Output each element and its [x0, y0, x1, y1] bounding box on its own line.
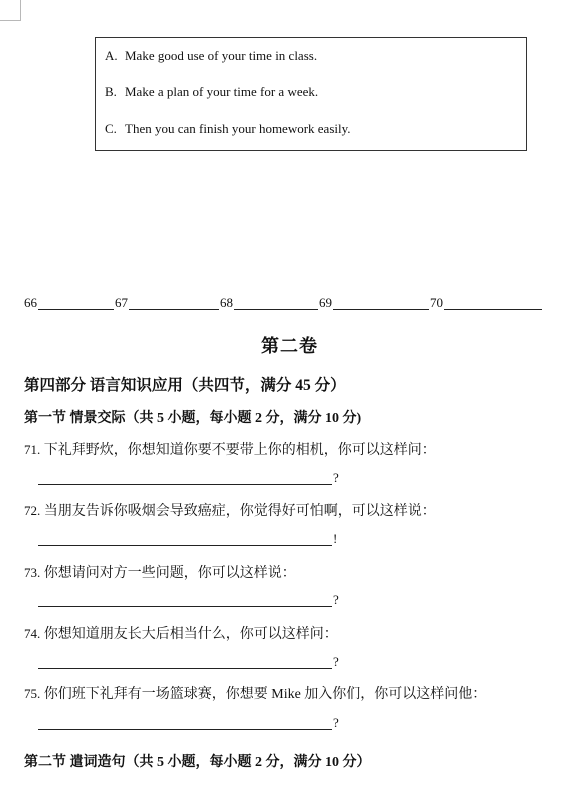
part-title: 第四部分 语言知识应用（共四节，满分 45 分）	[24, 377, 346, 394]
answer-line-74[interactable]	[38, 668, 332, 669]
option-text: Then you can finish your homework easily.	[125, 121, 351, 136]
question-73	[24, 562, 296, 582]
question-number: 73.	[24, 565, 41, 580]
option-text: Make a plan of your time for a week.	[125, 84, 319, 99]
answer-row	[24, 293, 544, 313]
option-letter: C.	[105, 121, 117, 136]
question-text: 下礼拜野炊，你想知道你要不要带上你的相机，你可以这样问：	[43, 443, 436, 458]
option-b	[105, 84, 318, 100]
answer-line-72[interactable]	[38, 545, 332, 546]
option-a	[105, 48, 317, 64]
section-2-title: 第二节 遣词造句（共 5 小题，每小题 2 分，满分 10 分）	[24, 755, 371, 770]
question-text: 你想请问对方一些问题，你可以这样说：	[43, 566, 296, 581]
answer-number-66: 66	[24, 295, 37, 310]
question-text: 你们班下礼拜有一场篮球赛，你想要 Mike 加入你们，你可以这样问他：	[43, 687, 487, 702]
end-punctuation: ?	[333, 654, 339, 669]
end-punctuation: ?	[333, 592, 339, 607]
option-c	[105, 121, 351, 137]
answer-blank-68[interactable]	[234, 309, 318, 310]
end-punctuation: ?	[333, 470, 339, 485]
answer-number-69: 69	[319, 295, 332, 310]
end-punctuation: !	[333, 531, 338, 546]
question-number: 75.	[24, 686, 41, 701]
answer-number-70: 70	[430, 295, 443, 310]
question-number: 71.	[24, 442, 41, 457]
question-71	[24, 439, 436, 459]
answer-line-75[interactable]	[38, 729, 332, 730]
section-1-title: 第一节 情景交际（共 5 小题，每小题 2 分，满分 10 分)	[24, 411, 362, 426]
question-74	[24, 623, 338, 643]
page-corner-mark	[0, 0, 21, 21]
answer-blank-67[interactable]	[129, 309, 219, 310]
options-box	[95, 37, 527, 151]
answer-line-73[interactable]	[38, 606, 332, 607]
question-text: 当朋友告诉你吸烟会导致癌症，你觉得好可怕啊，可以这样说：	[43, 504, 436, 519]
question-75	[24, 683, 486, 703]
question-number: 72.	[24, 503, 41, 518]
answer-blank-69[interactable]	[333, 309, 429, 310]
option-letter: B.	[105, 84, 117, 99]
answer-number-68: 68	[220, 295, 233, 310]
answer-blank-66[interactable]	[38, 309, 114, 310]
option-letter: A.	[105, 48, 118, 63]
end-punctuation: ?	[333, 715, 339, 730]
answer-line-71[interactable]	[38, 484, 332, 485]
answer-number-67: 67	[115, 295, 128, 310]
question-text: 你想知道朋友长大后相当什么，你可以这样问：	[43, 627, 338, 642]
question-number: 74.	[24, 626, 41, 641]
answer-blank-70[interactable]	[444, 309, 542, 310]
option-text: Make good use of your time in class.	[125, 48, 318, 63]
question-72	[24, 500, 436, 520]
volume-title: 第二卷	[261, 336, 318, 356]
